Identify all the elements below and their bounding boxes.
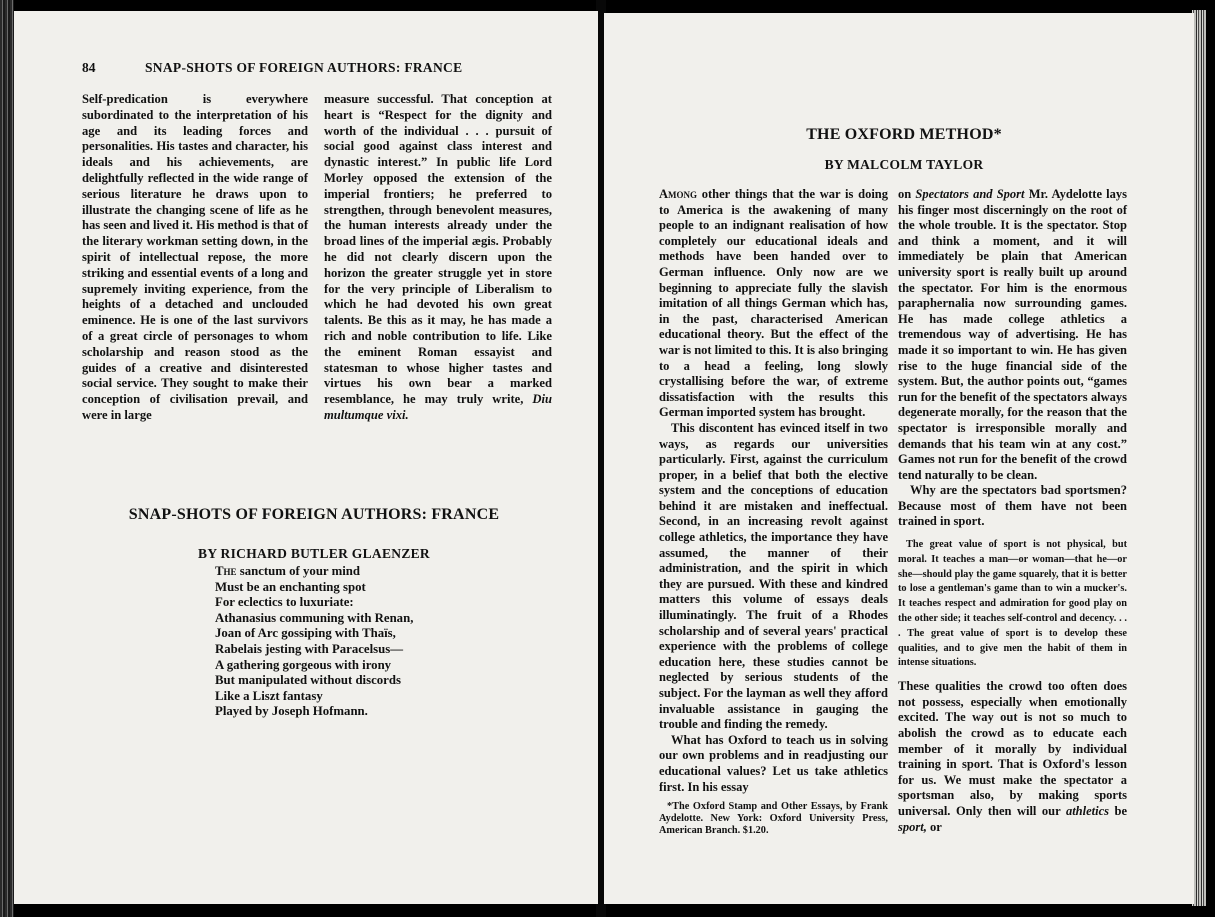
right-column-2 bbox=[898, 187, 1127, 835]
poem-first-word: The bbox=[215, 564, 237, 578]
paragraph-text: Mr. Aydelotte lays his finger most discerningly on the root of the whole trouble. It is the spectator. Stop and think a moment, and it will immediately be plain that American university sport is really built up around the spectator. For him is the enormous paraphernalia now surrounding games. He has made college athletics a tremendous way of advertising. He has made it so important to win. He has given rise to the huge financial side of the system. But, the author points out, “games run for the benefit of the spectators always degenerate morally, for the reason that the spectator is irresponsible morally and demands that his team win at any cost.” Games not run for the benefit of the crowd tend naturally to be clean. bbox=[898, 187, 1128, 482]
poem-line: Like a Liszt fantasy bbox=[215, 688, 323, 703]
paragraph: Self-predication is everywhere subordinated to the interpretation of his age and its leading forces and personalities. His tastes and character, his ideals and his achievements, are delightfully reflected in the wide range of serious literature he draws upon to illustrate the changing scene of life as he has seen and lived it. His method is that of the literary workman setting down, in the spirit of intellectual repose, the more striking and essential events of a long and supremely inviting experience, from the heights of a detached and unclouded eminence. He is one of the last survivors of a great circle of personages to whom scholarship and reason stood as the guides of a creative and disinterested social service. They sought to make their conception of civilisation prevail, and were in large bbox=[82, 92, 309, 422]
poem-line: Athanasius communing with Renan, bbox=[215, 610, 414, 625]
poem-line: Joan of Arc gossiping with Thaïs, bbox=[215, 626, 396, 641]
poem-line: Played by Joseph Hofmann. bbox=[215, 704, 368, 719]
left-column-1 bbox=[82, 92, 308, 424]
running-head: SNAP-SHOTS OF FOREIGN AUTHORS: FRANCE bbox=[145, 60, 463, 75]
right-column-1 bbox=[659, 187, 888, 837]
left-column-2 bbox=[324, 92, 552, 424]
poem bbox=[215, 564, 413, 720]
paragraph-text: be bbox=[1114, 803, 1128, 818]
footnote: *The Oxford Stamp and Other Essays, by Frank Aydelotte. New York: Oxford University Press, American Branch. $1.20. bbox=[659, 801, 888, 837]
poem-line: A gathering gorgeous with irony bbox=[215, 657, 392, 672]
poem-line: Rabelais jesting with Paracelsus— bbox=[215, 641, 404, 656]
poem-first-rest: sanctum of your mind bbox=[239, 564, 361, 578]
latin-quote: Diu multumque vixi. bbox=[324, 392, 552, 422]
paragraph bbox=[324, 92, 552, 424]
paragraph bbox=[898, 187, 1127, 483]
poem-line: Must be an enchanting spot bbox=[215, 579, 366, 594]
paragraph: What has Oxford to teach us in solving our own problems and in readjusting our educational values? Let us take athletics first. In his essay bbox=[659, 732, 888, 794]
paragraph bbox=[898, 679, 1127, 835]
article-title: THE OXFORD METHOD* bbox=[806, 126, 1002, 143]
book-edge-left bbox=[0, 0, 14, 917]
article-byline: BY MALCOLM TAYLOR bbox=[824, 157, 984, 172]
paragraph-text: These qualities the crowd too often does not possess, especially when emotionally excited. The way out is not so much to abolish the crowd as to educate each member of it morally by individual training in sport. That is Oxford's lesson for us. We must make the spectator a sportsman also, by making sports universal. Only then will our bbox=[898, 679, 1127, 818]
page-number: 84 bbox=[82, 60, 96, 75]
left-page bbox=[14, 11, 598, 904]
italic-word: athletics bbox=[1065, 803, 1110, 818]
poem-byline: BY RICHARD BUTLER GLAENZER bbox=[198, 546, 430, 561]
paragraph-text: or bbox=[929, 819, 942, 834]
poem-line: But manipulated without discords bbox=[215, 673, 401, 688]
poem-line bbox=[215, 564, 413, 580]
book-edge-right bbox=[1192, 10, 1206, 906]
right-page bbox=[604, 13, 1194, 904]
paragraph: Why are the spectators bad sportsmen? Because most of them have not been trained in sport. bbox=[898, 483, 1127, 529]
paragraph-text: other things that the war is doing to America is the awakening of many people to an indignant realisation of how completely our educational ideals and methods have been handed over to German influence. Only now are we beginning to appreciate fully the slavish imitation of all things German which has, in the past, characterised American educational theory. But the effect of the war is not limited to this. It is also bringing to a head a feeling, long slowly crystallising before the war, of extreme dissatisfaction with the results this German imported system has brought. bbox=[659, 187, 888, 420]
essay-title: Spectators and Sport bbox=[915, 187, 1025, 201]
paragraph-text: on bbox=[898, 187, 912, 201]
paragraph bbox=[659, 187, 888, 421]
poem-line: For eclectics to luxuriate: bbox=[215, 595, 354, 610]
drop-lead: Among bbox=[659, 187, 698, 201]
paragraph-text: measure successful. That conception at heart is “Respect for the dignity and worth of the individual . . . pursuit of social good against class interest and dynastic interest.” In public life Lord Morley opposed the extension of the imperial frontiers; he preferred to strengthen, through benevolent measures, the human interests already under the broad lines of the imperial ægis. Probably he did not clearly discern upon the horizon the greater struggle yet in store for the very principle of Liberalism to which he had devoted his own great talents. Be this as it may, he has made a rich and noble contribution to life. Like the eminent Roman essayist and statesman to whose higher tastes and virtues his own bear a marked resemblance, he may truly write, bbox=[324, 92, 552, 407]
block-quote: The great value of sport is not physical, but moral. It teaches a man—or woman—that he—or she—should play the game squarely, that it is better to lose a gentleman's game than to win a mucker's. It teaches respect and admiration for good play on the other side; it teaches self-control and decency. . . . The great value of sport is to develop these qualities, and to give men the habit of them in intense situations. bbox=[898, 539, 1127, 669]
paragraph: This discontent has evinced itself in two ways, as regards our universities particularly. First, against the curriculum proper, in a belief that both the elective system and the conceptions of education behind it are mistaken and ineffectual. Second, in an increasing revolt against college athletics, the importance they have assumed, the manner of their administration, and the spirit in which they are pursued. With these and kindred matters this volume of essays deals illuminatingly. The fruit of a Rhodes scholarship and of several years' practical experience with the problems of college education here, these studies cannot be neglected by serious students of the subject. For the layman as well they afford invaluable assistance in gauging the trouble and finding the remedy. bbox=[659, 420, 888, 732]
poem-title: SNAP-SHOTS OF FOREIGN AUTHORS: FRANCE bbox=[128, 506, 500, 523]
italic-word: sport, bbox=[898, 819, 927, 834]
